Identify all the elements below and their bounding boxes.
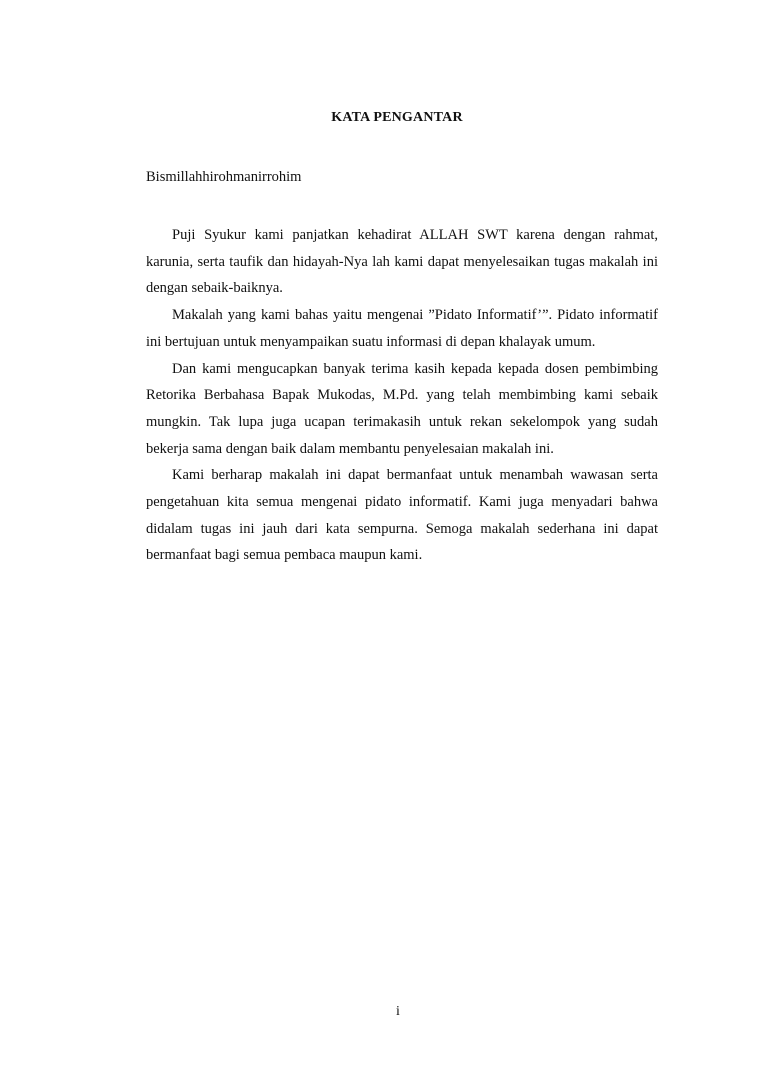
- paragraph-3: Dan kami mengucapkan banyak terima kasih kepada kepada dosen pembimbing Retorika Berbahasa Bapak Mukodas, M.Pd. yang telah membimbing kami sebaik mungkin. Tak lupa juga ucapan terimakasih untuk rekan sekelompok yang sudah bekerja sama dengan baik dalam membantu penyelesaian makalah ini.: [146, 360, 658, 457]
- paragraph-4: Kami berharap makalah ini dapat bermanfaat untuk menambah wawasan serta pengetahuan kita semua mengenai pidato informatif. Kami juga menyadari bahwa didalam tugas ini jauh dari kata sempurna. Semoga makalah sederhana ini dapat bermanfaat bagi semua pembaca maupun kami.: [146, 467, 658, 564]
- page-number: i: [396, 1004, 400, 1019]
- paragraph-1: Puji Syukur kami panjatkan kehadirat ALLAH SWT karena dengan rahmat, karunia, serta taufik dan hidayah-Nya lah kami dapat menyelesaikan tugas makalah ini dengan sebaik-baiknya.: [146, 227, 658, 297]
- paragraph-2: Makalah yang kami bahas yaitu mengenai ”Pidato Informatif’”. Pidato informatif ini bertujuan untuk menyampaikan suatu informasi di depan khalayak umum.: [146, 307, 658, 350]
- page-title: KATA PENGANTAR: [331, 110, 463, 125]
- opening-line: Bismillahhirohmanirrohim: [146, 169, 302, 185]
- body-text: [146, 222, 658, 569]
